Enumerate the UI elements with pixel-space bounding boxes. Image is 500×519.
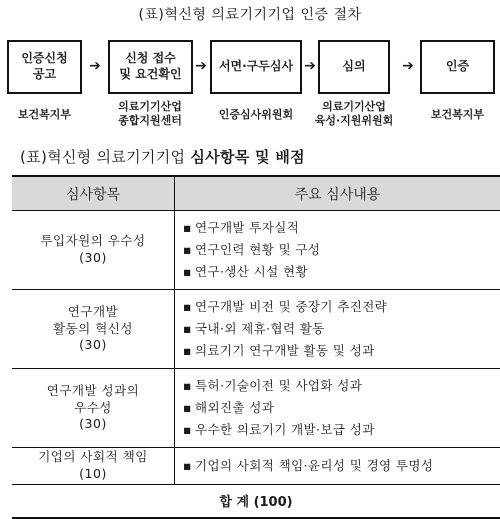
list-item xyxy=(183,217,496,239)
criteria-title-prefix: (표)혁신형 의료기기기업 xyxy=(20,148,190,166)
item-text: 의료기기 연구개발 활동 및 성과 xyxy=(195,343,375,358)
step-label: 인증 xyxy=(446,59,469,75)
bullet-icon: ▪ xyxy=(183,318,195,340)
bullet-icon: ▪ xyxy=(183,261,195,283)
content-cell xyxy=(175,211,500,290)
item-text: 기업의 사회적 책임·윤리성 및 경영 투명성 xyxy=(195,458,433,473)
category-cell: 투입자원의 우수성 (30) xyxy=(12,211,175,290)
procedure-flow xyxy=(0,40,500,140)
item-text: 특허·기술이전 및 사업화 성과 xyxy=(195,378,362,393)
table-row xyxy=(12,369,500,448)
step-box xyxy=(210,40,302,94)
step-organization: 보건복지부 xyxy=(7,108,82,122)
bullet-icon: ▪ xyxy=(183,375,195,397)
bullet-icon: ▪ xyxy=(183,419,195,441)
item-text: 연구인력 현황 및 구성 xyxy=(195,242,320,257)
header-row xyxy=(12,176,500,211)
header-category: 심사항목 xyxy=(12,176,175,211)
arrow-right-icon: ➔ xyxy=(194,58,208,74)
list-item xyxy=(183,340,496,362)
step-organization: 의료기기산업 종합지원센터 xyxy=(100,100,200,129)
list-item xyxy=(183,455,496,477)
step-box xyxy=(318,40,390,94)
bullet-icon: ▪ xyxy=(183,217,195,239)
list-item xyxy=(183,419,496,441)
arrow-right-icon: ➔ xyxy=(88,58,102,74)
arrow-right-icon: ➔ xyxy=(401,58,415,74)
list-item xyxy=(183,318,496,340)
list-item xyxy=(183,261,496,283)
table-row xyxy=(12,448,500,485)
step-box xyxy=(7,40,82,94)
criteria-table xyxy=(12,175,500,519)
step-organization: 의료기기산업 육성·지원위원회 xyxy=(306,100,402,129)
step-label: 서면·구두심사 xyxy=(219,59,293,75)
arrow-right-icon: ➔ xyxy=(303,58,317,74)
content-cell xyxy=(175,290,500,369)
content-cell xyxy=(175,369,500,448)
step-organization: 보건복지부 xyxy=(420,108,495,122)
criteria-title-bold: 심사항목 및 배점 xyxy=(190,148,305,166)
step-label: 신청 접수 및 요건확인 xyxy=(119,51,181,82)
item-text: 연구·생산 시설 현황 xyxy=(195,264,308,279)
list-item xyxy=(183,239,496,261)
criteria-title xyxy=(20,146,305,167)
item-text: 해외진출 성과 xyxy=(195,400,274,415)
step-box xyxy=(108,40,193,94)
item-text: 국내·외 제휴·협력 활동 xyxy=(195,321,325,336)
table-row xyxy=(12,211,500,290)
bullet-icon: ▪ xyxy=(183,397,195,419)
item-text: 연구개발 비전 및 중장기 추진전략 xyxy=(195,299,387,314)
item-text: 연구개발 투자실적 xyxy=(195,220,299,235)
bullet-icon: ▪ xyxy=(183,296,195,318)
header-content: 주요 심사내용 xyxy=(175,176,500,211)
category-cell: 기업의 사회적 책임 (10) xyxy=(12,448,175,485)
step-label: 심의 xyxy=(342,59,365,75)
step-label: 인증신청 공고 xyxy=(21,51,67,82)
list-item xyxy=(183,375,496,397)
list-item xyxy=(183,397,496,419)
item-text: 우수한 의료기기 개발·보급 성과 xyxy=(195,422,375,437)
total-row xyxy=(12,484,500,518)
category-cell: 연구개발 활동의 혁신성 (30) xyxy=(12,290,175,369)
table-row xyxy=(12,290,500,369)
category-cell: 연구개발 성과의 우수성 (30) xyxy=(12,369,175,448)
list-item xyxy=(183,296,496,318)
bullet-icon: ▪ xyxy=(183,455,195,477)
bullet-icon: ▪ xyxy=(183,340,195,362)
step-box xyxy=(420,40,495,94)
step-organization: 인증심사위원회 xyxy=(200,108,312,122)
procedure-title: (표)혁신형 의료기기기업 인증 절차 xyxy=(0,4,500,24)
content-cell xyxy=(175,448,500,485)
bullet-icon: ▪ xyxy=(183,239,195,261)
total-cell: 합 계 (100) xyxy=(12,484,500,518)
